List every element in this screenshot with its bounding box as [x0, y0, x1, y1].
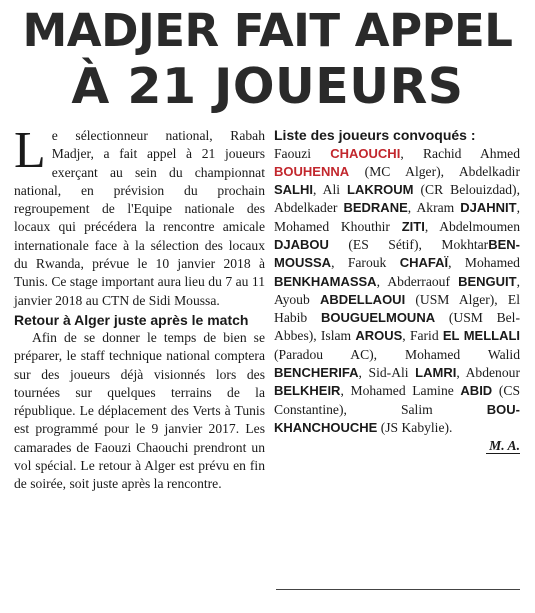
player-surname: BOUGUELMOUNA	[320, 310, 436, 326]
author-signature: M. A.	[274, 437, 520, 455]
player-surname: CHAFAÏ	[399, 255, 449, 271]
player-surname: SALHI	[274, 182, 313, 198]
player-surname: LAKROUM	[347, 182, 414, 198]
bottom-rule	[276, 589, 520, 590]
player-surname: BEN-MOUSSA	[274, 236, 520, 271]
player-list-heading: Liste des joueurs convoqués :	[274, 127, 476, 143]
player-surname: ZITI	[401, 218, 425, 234]
left-column	[14, 122, 265, 494]
right-column	[274, 127, 520, 456]
player-surname: ABDELLAOUI	[319, 291, 406, 307]
player-surname: BENCHERIFA	[274, 365, 359, 381]
headline-line-2: À 21 JOUEURS	[71, 58, 464, 115]
player-list: Faouzi CHAOUCHI, Rachid Ahmed BOUHENNA (MC Alger), Abdelkadir SALHI, Ali LAKROUM (CR Belouizdad), Abdelkader BEDRANE, Akram DJAHNIT, Mohamed Khouthir ZITI, Abdelmoumen DJABOU (ES Sétif), MokhtarBEN-MOUSSA, Farouk CHAFAÏ, Mohamed BENKHAMASSA, Abderraouf BENGUIT, Ayoub ABDELLAOUI (USM Alger), El Habib BOUGUELMOUNA (USM Bel-Abbes), Islam AROUS, Farid EL MELLALI (Paradou AC), Mohamed Walid BENCHERIFA, Sid-Ali LAMRI, Abdenour BELKHEIR, Mohamed Lamine ABID (CS Constantine), Salim BOU-KHANCHOUCHE (JS Kabylie).	[274, 145, 521, 435]
body-paragraph: Afin de se donner le temps de bien se préparer, le staff technique national comptera sur des joueurs déjà visionnés lors des tournées sur quelques terrains de la république. Le déplacement des Verts à Tunis est programmé pour le 9 janvier 2017. Les camarades de Faouzi Chaouchi prendront un vol spécial. Le retour à Alger est prévu en fin de soirée, soit juste après la rencontre.	[14, 329, 265, 492]
drop-cap: L	[14, 122, 46, 179]
player-surname: BEDRANE	[343, 200, 408, 216]
intro-text: e sélectionneur national, Rabah Madjer, a fait appel à 21 joueurs exerçant au sein du championnat national, en prévision du prochain regroupement de l'Equipe nationale des locaux qui précédera la rencontre amicale internationale face à la sélection des locaux du Rwanda, prévue le 10 janvier 2018 à Tunis. Ce stage important aura lieu du 7 au 11 janvier 2018 au CTN de Sidi Moussa.	[14, 128, 265, 308]
headline-line-1: MADJER FAIT APPEL	[22, 4, 513, 57]
player-surname: ABID	[460, 383, 493, 399]
player-surname: BENKHAMASSA	[274, 273, 377, 289]
player-surname: BENGUIT	[458, 273, 517, 289]
intro-paragraph	[14, 122, 265, 310]
player-surname: BELKHEIR	[274, 383, 341, 399]
player-surname: BOUHENNA	[274, 163, 350, 179]
player-surname: EL MELLALI	[442, 328, 521, 344]
subheading: Retour à Alger juste après le match	[14, 311, 249, 328]
player-surname: AROUS	[355, 328, 403, 344]
player-surname: LAMRI	[415, 365, 457, 381]
player-surname: CHAOUCHI	[330, 145, 401, 161]
player-surname: BOU-KHANCHOUCHE	[274, 401, 520, 435]
player-surname: DJAHNIT	[460, 200, 517, 216]
player-surname: DJABOU	[274, 236, 329, 252]
